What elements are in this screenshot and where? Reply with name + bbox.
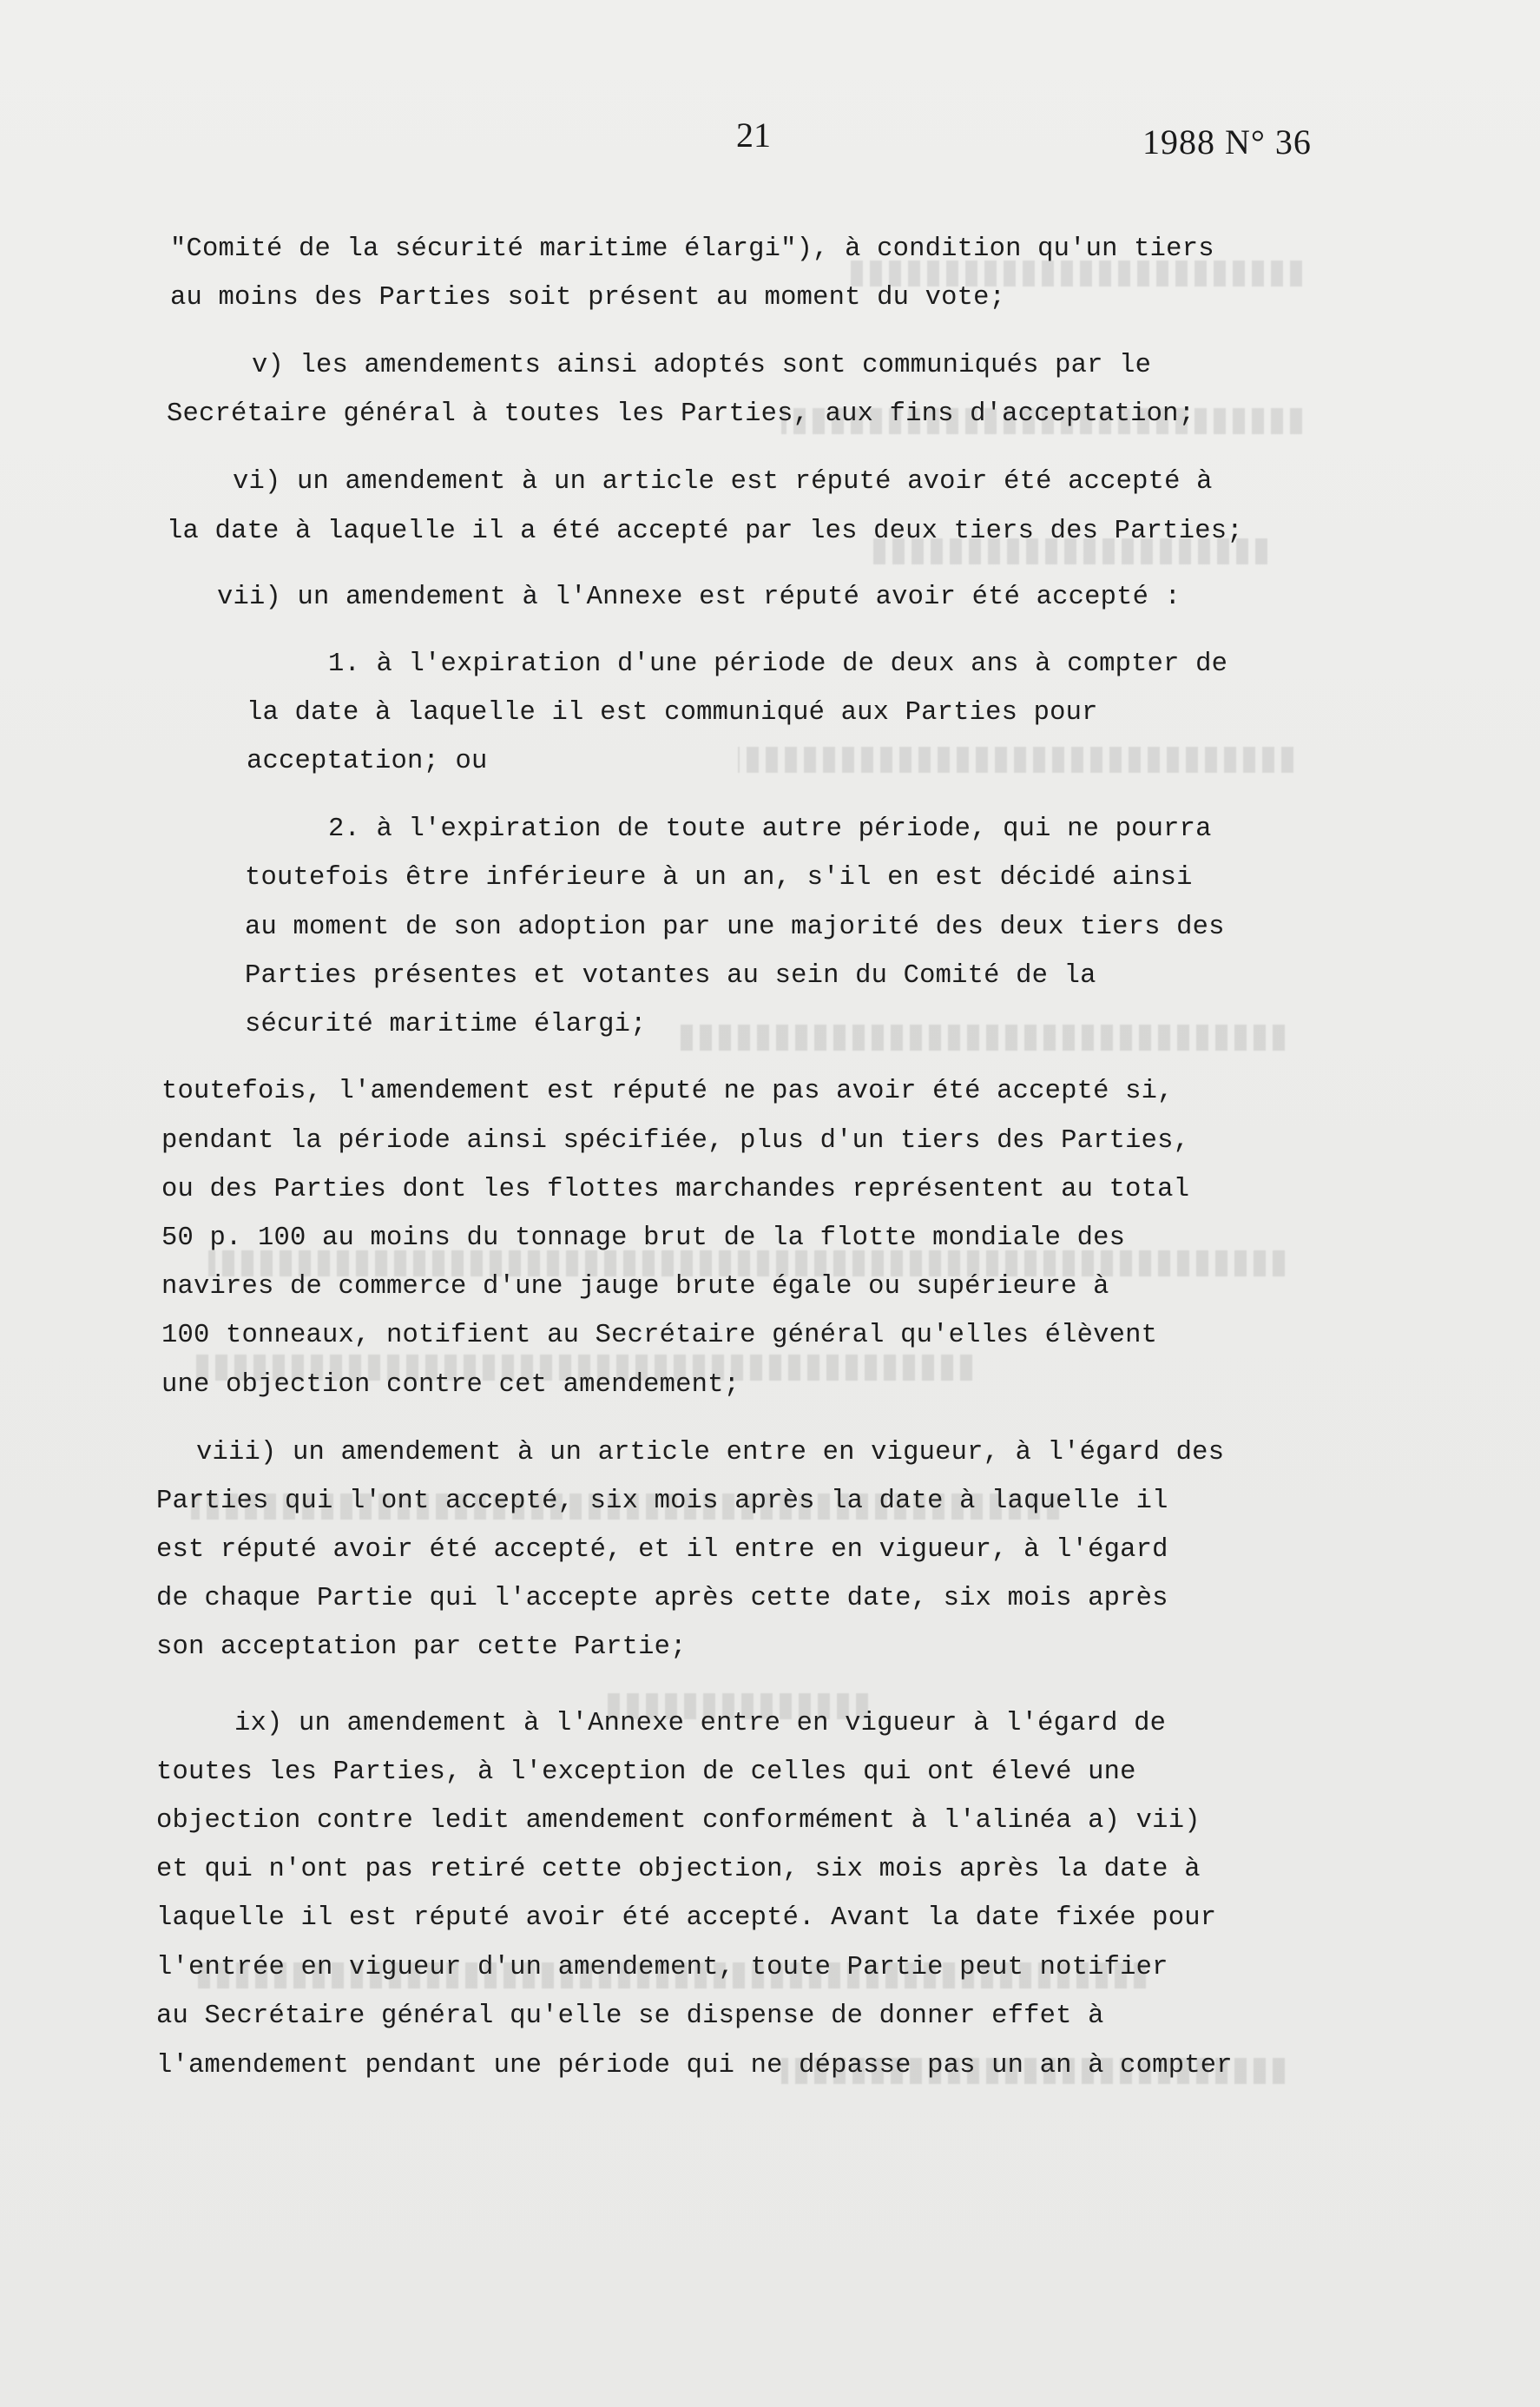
page-number: 21	[736, 115, 771, 155]
text-line: vii) un amendement à l'Annexe est réputé avoir été accepté :	[217, 583, 1181, 612]
text-line: la date à laquelle il a été accepté par les deux tiers des Parties;	[167, 517, 1243, 546]
text-line: une objection contre cet amendement;	[161, 1370, 740, 1400]
text-line: toutefois, l'amendement est réputé ne pas avoir été accepté si,	[161, 1077, 1174, 1106]
text-line: pendant la période ainsi spécifiée, plus d'un tiers des Parties,	[161, 1126, 1190, 1156]
text-line: acceptation; ou	[247, 747, 488, 776]
text-line: sécurité maritime élargi;	[245, 1010, 647, 1039]
text-line: Parties qui l'ont accepté, six mois après la date à laquelle il	[156, 1487, 1168, 1516]
text-line: au moins des Parties soit présent au moment du vote;	[170, 283, 1006, 313]
text-line: vi) un amendement à un article est réputé avoir été accepté à	[233, 467, 1213, 497]
text-line: ou des Parties dont les flottes marchandes représentent au total	[161, 1175, 1190, 1204]
text-line: ix) un amendement à l'Annexe entre en vigueur à l'égard de	[234, 1709, 1167, 1738]
text-line: viii) un amendement à un article entre en vigueur, à l'égard des	[196, 1438, 1225, 1467]
text-line: Secrétaire général à toutes les Parties, aux fins d'acceptation;	[167, 399, 1195, 429]
text-line: l'entrée en vigueur d'un amendement, toute Partie peut notifier	[156, 1953, 1168, 1982]
text-line: objection contre ledit amendement conformément à l'alinéa a) vii)	[156, 1806, 1201, 1836]
text-line: toutefois être inférieure à un an, s'il en est décidé ainsi	[245, 863, 1193, 893]
text-line: "Comité de la sécurité maritime élargi"), à condition qu'un tiers	[170, 234, 1214, 264]
text-line: au Secrétaire général qu'elle se dispense de donner effet à	[156, 2001, 1104, 2031]
text-line: au moment de son adoption par une majorité des deux tiers des	[245, 913, 1225, 942]
text-line: l'amendement pendant une période qui ne dépasse pas un an à compter	[156, 2051, 1233, 2081]
text-line: est réputé avoir été accepté, et il entre en vigueur, à l'égard	[156, 1535, 1168, 1565]
text-line: toutes les Parties, à l'exception de celles qui ont élevé une	[156, 1757, 1136, 1787]
text-line: 1. à l'expiration d'une période de deux ans à compter de	[328, 650, 1228, 679]
text-line: 2. à l'expiration de toute autre période, qui ne pourra	[328, 814, 1212, 844]
text-line: son acceptation par cette Partie;	[156, 1632, 687, 1662]
text-line: v) les amendements ainsi adoptés sont communiqués par le	[252, 351, 1152, 380]
document-reference: 1988 N° 36	[1142, 122, 1312, 162]
text-line: et qui n'ont pas retiré cette objection, six mois après la date à	[156, 1855, 1201, 1884]
text-line: laquelle il est réputé avoir été accepté. Avant la date fixée pour	[156, 1903, 1217, 1933]
text-line: navires de commerce d'une jauge brute égale ou supérieure à	[161, 1272, 1109, 1302]
text-line: 50 p. 100 au moins du tonnage brut de la flotte mondiale des	[161, 1223, 1126, 1253]
text-line: Parties présentes et votantes au sein du Comité de la	[245, 961, 1096, 991]
text-line: de chaque Partie qui l'accepte après cette date, six mois après	[156, 1584, 1168, 1613]
text-line: la date à laquelle il est communiqué aux Parties pour	[247, 698, 1098, 728]
text-line: 100 tonneaux, notifient au Secrétaire général qu'elles élèvent	[161, 1321, 1158, 1350]
